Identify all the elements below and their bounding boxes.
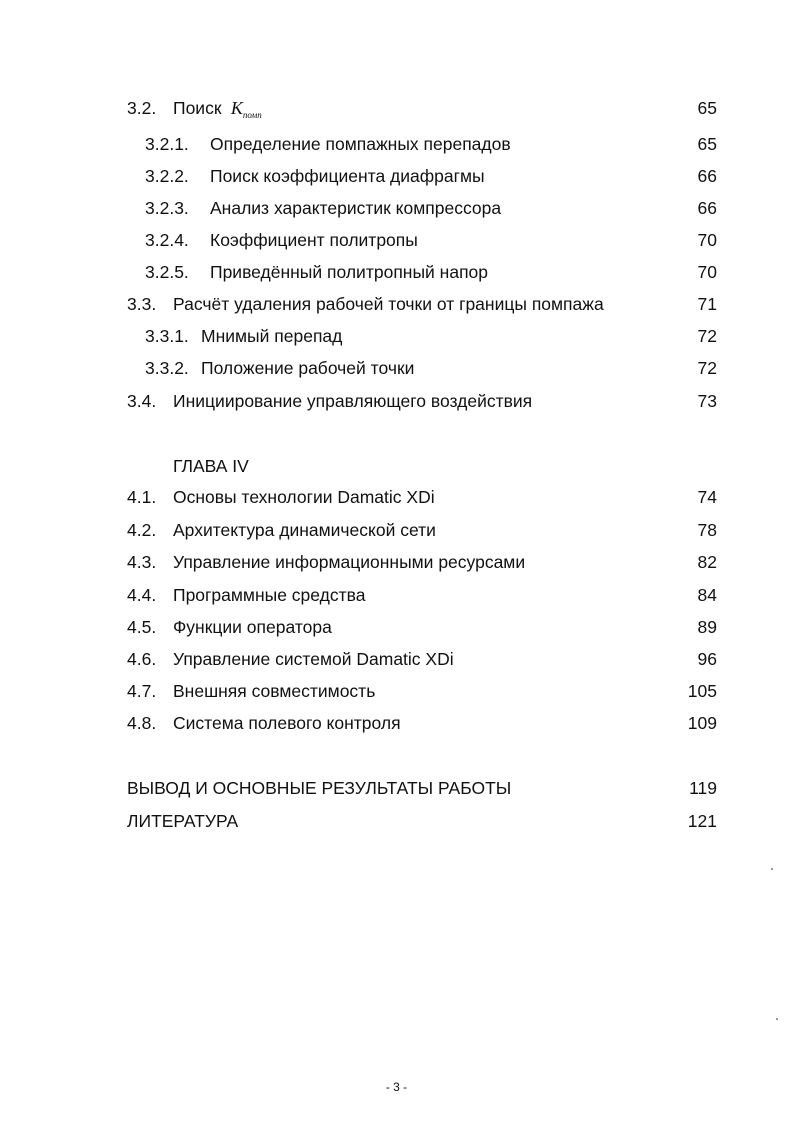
- toc-entry: [0, 776, 793, 800]
- entry-title: Анализ характеристик компрессора: [210, 198, 502, 218]
- entry-title: [173, 96, 262, 127]
- entry-page: 119: [689, 778, 717, 798]
- toc-entry: [0, 583, 793, 607]
- entry-title: Управление информационными ресурсами: [173, 552, 526, 572]
- entry-title: Коэффициент политропы: [210, 230, 418, 250]
- entry-number: 3.2.: [127, 98, 157, 118]
- entry-title: Положение рабочей точки: [201, 358, 415, 378]
- entry-page: 84: [697, 585, 717, 605]
- entry-page: 70: [697, 230, 717, 250]
- entry-title: Функции оператора: [173, 617, 332, 637]
- entry-title: Внешняя совместимость: [173, 681, 376, 701]
- entry-title: Расчёт удаления рабочей точки от границы помпажа: [173, 294, 604, 314]
- entry-number: 4.1.: [127, 487, 157, 507]
- toc-entry: [0, 228, 793, 252]
- toc-entry: [0, 356, 793, 380]
- entry-page: 65: [697, 134, 717, 154]
- entry-page: 74: [697, 487, 717, 507]
- chapter-heading: [0, 454, 793, 478]
- entry-title: Архитектура динамической сети: [173, 520, 436, 540]
- entry-number: 4.2.: [127, 520, 157, 540]
- toc-entry: [0, 679, 793, 703]
- entry-page: 70: [697, 262, 717, 282]
- symbol-subscript: помп: [242, 110, 262, 120]
- entry-title: Управление системой Damatic XDi: [173, 649, 454, 669]
- toc-entry: [0, 389, 793, 413]
- entry-title: Приведённый политропный напор: [210, 262, 489, 282]
- entry-page: 65: [697, 98, 717, 118]
- entry-number: 3.2.2.: [145, 166, 189, 186]
- entry-number: 4.5.: [127, 617, 157, 637]
- entry-page: 78: [697, 520, 717, 540]
- symbol-letter: K: [230, 98, 243, 118]
- entry-number: 4.6.: [127, 649, 157, 669]
- entry-number: 4.4.: [127, 585, 157, 605]
- entry-title: Поиск коэффициента диафрагмы: [210, 166, 485, 186]
- entry-number: 3.2.4.: [145, 230, 189, 250]
- entry-page: 66: [697, 198, 717, 218]
- entry-title-text: Поиск: [173, 98, 222, 118]
- toc-entry: [0, 164, 793, 188]
- chapter-title: ГЛАВА IV: [173, 456, 249, 476]
- entry-title: ЛИТЕРАТУРА: [127, 811, 239, 831]
- toc-entry: [0, 292, 793, 316]
- entry-title: ВЫВОД И ОСНОВНЫЕ РЕЗУЛЬТАТЫ РАБОТЫ: [127, 778, 512, 798]
- entry-title: Программные средства: [173, 585, 366, 605]
- entry-number: 3.2.3.: [145, 198, 189, 218]
- entry-page: 73: [697, 391, 717, 411]
- toc-entry: [0, 196, 793, 220]
- toc-entry: [0, 324, 793, 348]
- entry-page: 96: [697, 649, 717, 669]
- entry-page: 72: [697, 358, 717, 378]
- entry-title: Определение помпажных перепадов: [210, 134, 511, 154]
- scan-speck: [776, 1018, 778, 1020]
- entry-number: 3.3.1.: [145, 326, 189, 346]
- entry-number: 4.8.: [127, 713, 157, 733]
- entry-number: 3.3.: [127, 294, 157, 314]
- entry-number: 3.2.1.: [145, 134, 189, 154]
- entry-page: 71: [697, 294, 717, 314]
- entry-page: 89: [697, 617, 717, 637]
- entry-page: 109: [687, 713, 717, 733]
- entry-title: Мнимый перепад: [201, 326, 343, 346]
- toc-entry: [0, 132, 793, 156]
- entry-page: 66: [697, 166, 717, 186]
- page-number: - 3 -: [385, 1080, 408, 1094]
- entry-number: 4.3.: [127, 552, 157, 572]
- entry-title: Основы технологии Damatic XDi: [173, 487, 435, 507]
- toc-entry: [0, 711, 793, 735]
- toc-entry: [0, 485, 793, 509]
- entry-number: 3.2.5.: [145, 262, 189, 282]
- entry-page: 121: [687, 811, 717, 831]
- entry-title: Инициирование управляющего воздействия: [173, 391, 533, 411]
- toc-entry: [0, 809, 793, 833]
- toc-entry: [0, 647, 793, 671]
- entry-number: 3.3.2.: [145, 358, 189, 378]
- toc-entry: [0, 96, 793, 120]
- entry-number: 4.7.: [127, 681, 157, 701]
- toc-entry: [0, 550, 793, 574]
- entry-number: 3.4.: [127, 391, 157, 411]
- entry-title: Система полевого контроля: [173, 713, 401, 733]
- k-pomp-symbol: [226, 98, 261, 118]
- entry-page: 82: [697, 552, 717, 572]
- entry-page: 72: [697, 326, 717, 346]
- toc-entry: [0, 518, 793, 542]
- scan-speck: [771, 868, 773, 870]
- toc-entry: [0, 260, 793, 284]
- toc-entry: [0, 615, 793, 639]
- entry-page: 105: [687, 681, 717, 701]
